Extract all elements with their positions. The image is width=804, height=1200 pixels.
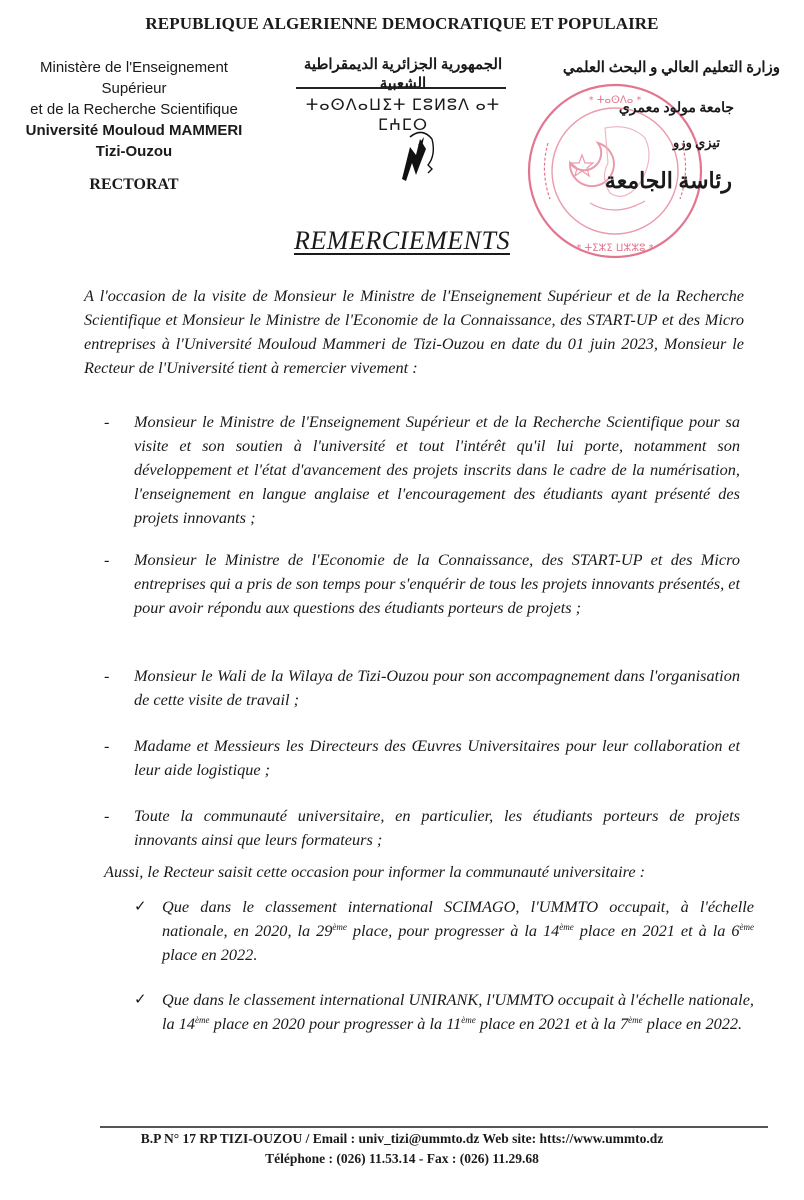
thanks-item-text: Toute la communauté universitaire, en particulier, les étudiants porteurs de projets innovants ainsi que leurs formateurs ; bbox=[134, 806, 740, 849]
thanks-list-item bbox=[104, 734, 744, 782]
university-name: Université Mouloud MAMMERI bbox=[25, 122, 243, 139]
document-heading: REMERCIEMENTS bbox=[294, 226, 510, 255]
dash-bullet: - bbox=[104, 666, 110, 685]
rectorat-label: RECTORAT bbox=[89, 176, 179, 193]
thanks-list-item bbox=[104, 664, 744, 712]
ranking-text: Que dans le classement international UNIRANK, l'UMMTO occupait à l'échelle nationale, la 14 bbox=[162, 990, 754, 1033]
thanks-list-item bbox=[104, 804, 744, 852]
header-divider bbox=[296, 87, 506, 89]
ranking-text: Que dans le classement international SCIMAGO, l'UMMTO occupait, à l'échelle nationale, en 2020, la 29 bbox=[162, 897, 754, 940]
ranking-text: place en 2020 pour progresser à la 11 bbox=[209, 1014, 462, 1033]
ranking-text: place en 2021 et à la 6 bbox=[573, 921, 740, 940]
svg-text:* ⵜⵉⵣⵉ ⵡⵣⵣⵓ *: * ⵜⵉⵣⵉ ⵡⵣⵣⵓ * bbox=[576, 243, 654, 254]
ordinal-suffix: ème bbox=[332, 922, 347, 932]
arabic-republic-title: الجمهورية الجزائرية الديمقراطية الشعبية bbox=[303, 57, 503, 92]
thanks-list-item bbox=[104, 410, 744, 530]
ranking-text: place, pour progresser à la 14 bbox=[346, 921, 560, 940]
ranking-text: place en 2021 et à la 7 bbox=[475, 1014, 629, 1033]
tifinagh-university-name: ⵜⴰⵙⴷⴰⵡⵉⵜ ⵎⵓⵍⵓⴷ ⴰⵜ ⵎⵄⵎⵔ bbox=[305, 97, 501, 134]
footer-address: B.P N° 17 RP TIZI-OUZOU / Email : univ_tizi@ummto.dz Web site: htts://www.ummto.dz bbox=[140, 1131, 664, 1146]
ordinal-suffix: ème bbox=[461, 1015, 476, 1025]
ranking-list-item bbox=[134, 988, 754, 1036]
ministry-line-1: Ministère de l'Enseignement bbox=[40, 59, 228, 76]
university-logo-icon bbox=[388, 125, 448, 185]
arabic-ministry-name: وزارة التعليم العالي و البحث العلمي bbox=[562, 60, 780, 76]
checkmark-icon: ✓ bbox=[134, 899, 147, 915]
checkmark-icon: ✓ bbox=[134, 992, 147, 1008]
arabic-city-name: تيزي وزو bbox=[673, 135, 720, 150]
thanks-item-text: Monsieur le Ministre de l'Economie de la Connaissance, des START-UP et des Micro entreprises qui a pris de son temps pour s'enquérir de tous les projets innovants présentés, et pour avoir répondu aux questions des étudiants porteurs de projets ; bbox=[134, 550, 740, 617]
thanks-item-text: Monsieur le Wali de la Wilaya de Tizi-Ouzou pour son accompagnement dans l'organisation de cette visite de travail ; bbox=[134, 666, 740, 709]
republic-title: REPUBLIQUE ALGERIENNE DEMOCRATIQUE ET POPULAIRE bbox=[145, 14, 659, 33]
ranking-item-text bbox=[162, 895, 754, 967]
ministry-line-2: Supérieur bbox=[101, 80, 167, 97]
ministry-header-left bbox=[14, 57, 254, 162]
ordinal-suffix: ème bbox=[628, 1015, 643, 1025]
thanks-item-text: Monsieur le Ministre de l'Enseignement Supérieur et de la Recherche Scientifique pour sa visite et son soutien à l'université et tout l'intérêt qu'il lui porte, notamment son développement et l'état d'avancement des projets inscrits dans le cadre de la numérisation, l'enseignement en langue anglaise et l'encouragement des étudiants ayant présenté des projets innovants ; bbox=[134, 412, 740, 527]
arabic-rectorat-label: رئاسة الجامعة bbox=[604, 168, 732, 193]
ordinal-suffix: ème bbox=[739, 922, 755, 932]
ordinal-suffix: ème bbox=[195, 1015, 210, 1025]
university-city: Tizi-Ouzou bbox=[95, 143, 173, 160]
svg-text:* ⵜⴰⵙⴷⴰ *: * ⵜⴰⵙⴷⴰ * bbox=[588, 95, 642, 106]
university-logo-graphic bbox=[388, 125, 448, 185]
dash-bullet: - bbox=[104, 550, 110, 569]
dash-bullet: - bbox=[104, 806, 110, 825]
arabic-university-name: جامعة مولود معمري bbox=[618, 101, 734, 116]
ministry-line-3: et de la Recherche Scientifique bbox=[30, 101, 238, 118]
ranking-text: place en 2022. bbox=[642, 1014, 743, 1033]
aussi-paragraph: Aussi, le Recteur saisit cette occasion pour informer la communauté universitaire : bbox=[104, 862, 646, 881]
ranking-text: place en 2022. bbox=[162, 945, 258, 964]
ranking-item-text bbox=[162, 988, 754, 1036]
footer-contact: Téléphone : (026) 11.53.14 - Fax : (026) 11.29.68 bbox=[265, 1151, 539, 1166]
thanks-list-item bbox=[104, 548, 744, 620]
intro-paragraph: A l'occasion de la visite de Monsieur le Ministre de l'Enseignement Supérieur et de la Recherche Scientifique et Monsieur le Ministre de l'Economie de la Connaissance, des START-UP et des Micro entreprises à l'Université Mouloud Mammeri de Tizi-Ouzou en date du 01 juin 2023, Monsieur le Recteur de l'Université tient à remercier vivement : bbox=[84, 286, 744, 377]
thanks-item-text: Madame et Messieurs les Directeurs des Œuvres Universitaires pour leur collaboration et leur aide logistique ; bbox=[134, 736, 740, 779]
dash-bullet: - bbox=[104, 412, 110, 431]
dash-bullet: - bbox=[104, 736, 110, 755]
ordinal-suffix: ème bbox=[559, 922, 574, 932]
footer-divider bbox=[100, 1126, 768, 1128]
ranking-list-item bbox=[134, 895, 754, 967]
